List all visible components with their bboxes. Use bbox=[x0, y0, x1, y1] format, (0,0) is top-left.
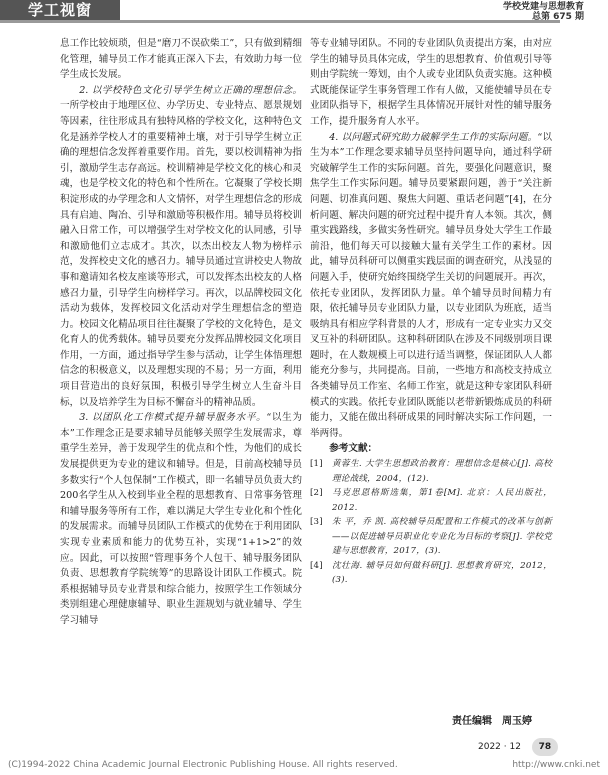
paragraph-text: “以生为本”工作理念正是要求辅导员能够关照学生发展需求，尊重学生差异，善于发现学生的优点和个性，为他们的成长发展提供更为专业的建议和辅导。但是，目前高校辅导员多数实行“个人包保制”工作模式，即一名辅导员负责大约200名学生从入校到毕业全程的思想教育、日常事务管理和辅导服务等所有工作，难以满足大学生专业化和个性化的发展需求。而辅导员团队工作模式的优势在于利用团队实现专业素质和能力的优势互补，实现“1+1>2”的效应。因此，可以按照“管理事务个人包干、辅导服务团队负责、思想教育学院统筹”的思路设计团队工作模式。院系根据辅导员专业背景和综合能力，按照学生工作领域分类别组建心理健康辅导、职业生涯规划与就业辅导、学生学习辅导 bbox=[60, 412, 303, 626]
journal-name: 学校党建与思想教育 bbox=[502, 2, 584, 12]
journal-info bbox=[503, 2, 584, 22]
section-heading: 3. 以团队化工作模式提升辅导服务水平。 bbox=[79, 412, 267, 424]
left-column bbox=[60, 36, 302, 629]
page-header bbox=[0, 0, 608, 24]
reference-text: 朱 平，乔 凯. 高校辅导员配置和工作模式的改革与创新——以促进辅导员职业化专业化为目标的考察[J]. 学校党建与思想教育，2017，(3). bbox=[332, 517, 552, 557]
paragraph bbox=[60, 83, 302, 410]
paragraph bbox=[310, 36, 552, 130]
page-info bbox=[478, 738, 558, 756]
reference-number: [2] bbox=[310, 488, 323, 499]
paragraph bbox=[60, 36, 302, 83]
right-column bbox=[310, 36, 552, 588]
paragraph-text: 息工作比较烦琐，但是“磨刀不误砍柴工”，只有做到精细化管理，辅导员工作才能真正深入下去，有效助力每一位学生成长发展。 bbox=[60, 38, 302, 81]
section-heading: 2. 以学校特色文化引导学生树立正确的理想信念。 bbox=[79, 84, 302, 96]
issue-total: 总第 675 期 bbox=[531, 12, 584, 22]
paragraph bbox=[60, 410, 302, 628]
reference-text: 马克思恩格斯选集，第1卷[M]. 北京：人民出版社，2012. bbox=[332, 488, 552, 513]
paragraph bbox=[310, 130, 552, 442]
reference-number: [4] bbox=[310, 560, 323, 571]
copyright-footer bbox=[8, 760, 600, 770]
reference-item bbox=[310, 559, 552, 588]
reference-number: [3] bbox=[310, 517, 323, 528]
header-rule bbox=[0, 20, 560, 23]
section-heading: 4. 以问题式研究助力破解学生工作的实际问题。 bbox=[329, 131, 538, 143]
reference-item bbox=[310, 486, 552, 515]
reference-item bbox=[310, 515, 552, 559]
copyright-text: (C)1994-2022 China Academic Journal Electronic Publishing House. All rights reserved. bbox=[8, 760, 398, 770]
issue-date: 2022 · 12 bbox=[478, 742, 521, 752]
paragraph-text: “以生为本”工作理念要求辅导员坚持问题导向，通过科学研究破解学生工作的实际问题。首先，要强化问题意识，聚焦学生工作实际问题。辅导员要紧跟问题，善于“关注新问题、切准真问题、聚焦大问题、重话老问题”[4]，在分析问题、解决问题的研究过程中提升育人本领。其次，侧重实践路线，多做实务性研究。辅导员身处大学生工作最前沿，他们每天可以接触大量有关学生工作的素材。因此，辅导员科研可以侧重实践层面的调查研究，从浅显的问题入手，使研究始终围绕学生关切的问题展开。再次，依托专业团队，发挥团队力量。单个辅导员时间精力有限，依托辅导员专业团队力量，以专业团队为班底，适当吸纳具有相应学科背景的人才，形成有一定专业实力又交叉互补的科研团队。这种科研团队在涉及不同级别项目课题时，在人数规模上可以进行适当调整，保证团队人人都能充分参与，共同提高。目前，一些地方和高校支持成立各类辅导员工作室、名师工作室，就是这种专家团队科研模式的实践。依托专业团队既能以老带新锻炼成员的科研能力，又能在做出科研成果的同时解决实际工作问题，一举两得。 bbox=[310, 131, 553, 439]
responsible-editor: 责任编辑 周玉婷 bbox=[452, 716, 532, 727]
reference-text: 黄蓉生. 大学生思想政治教育：理想信念是核心[J]. 高校理论战线，2004，(12). bbox=[332, 459, 552, 484]
paragraph-text: 等专业辅导团队。不同的专业团队负责提出方案，由对应学生的辅导员具体完成，学生的思想教育、价值观引导等则由学院统一筹划，由个人或专业团队负责实施。这种模式既能保证学生事务管理工作有人做，又能使辅导员在专业团队指导下，根据学生具体情况开展针对性的辅导服务工作，提升服务育人水平。 bbox=[310, 38, 552, 127]
references-title: 参考文献： bbox=[329, 443, 378, 455]
reference-number: [1] bbox=[310, 459, 323, 470]
reference-text: 沈壮海. 辅导员如何做科研[J]. 思想教育研究，2012，(3). bbox=[332, 560, 552, 586]
cnki-link[interactable]: http://www.cnki.net bbox=[512, 760, 600, 770]
reference-item bbox=[310, 457, 552, 486]
section-tab: 学工视窗 bbox=[0, 0, 120, 20]
page-number: 78 bbox=[532, 738, 558, 756]
paragraph-text: 一所学校由于地理区位、办学历史、专业特点、愿景规划等因素，往往形成具有独特风格的学校文化，这种特色文化是涵养学校人才的重要精神土壤，对于引导学生树立正确的理想信念发挥着重要作用。首先，要以校训精神为指引，激励学生志存高远。校训精神是学校文化的核心和灵魂，也是学校文化的特色和个性所在。它凝聚了学校长期积淀形成的办学理念和人文情怀，对学生理想信念的形成具有启迪、陶冶、引导和激励等积极作用。辅导员将校训融入日常工作，可以增强学生对学校文化的认同感，引导和激励他们立志成才。其次，以杰出校友人物为榜样示范，发挥校史文化的感召力。辅导员通过宣讲校史人物故事和邀请知名校友座谈等形式，可以发挥杰出校友的人格感召力量，引导学生向榜样学习。再次，以品牌校园文化活动为载体，发挥校园文化活动对学生理想信念的塑造力。校园文化精品项目往往凝聚了学校的文化特色，是文化育人的优秀载体。辅导员要充分发挥品牌校园文化项目作用，一方面，通过指导学生参与活动，让学生体悟理想信念的积极意义，以及理想实现的不易；另一方面，利用项目营造出的良好氛围，积极引导学生树立人生奋斗目标，以及培养学生为目标不懈奋斗的精神品质。 bbox=[60, 100, 302, 408]
